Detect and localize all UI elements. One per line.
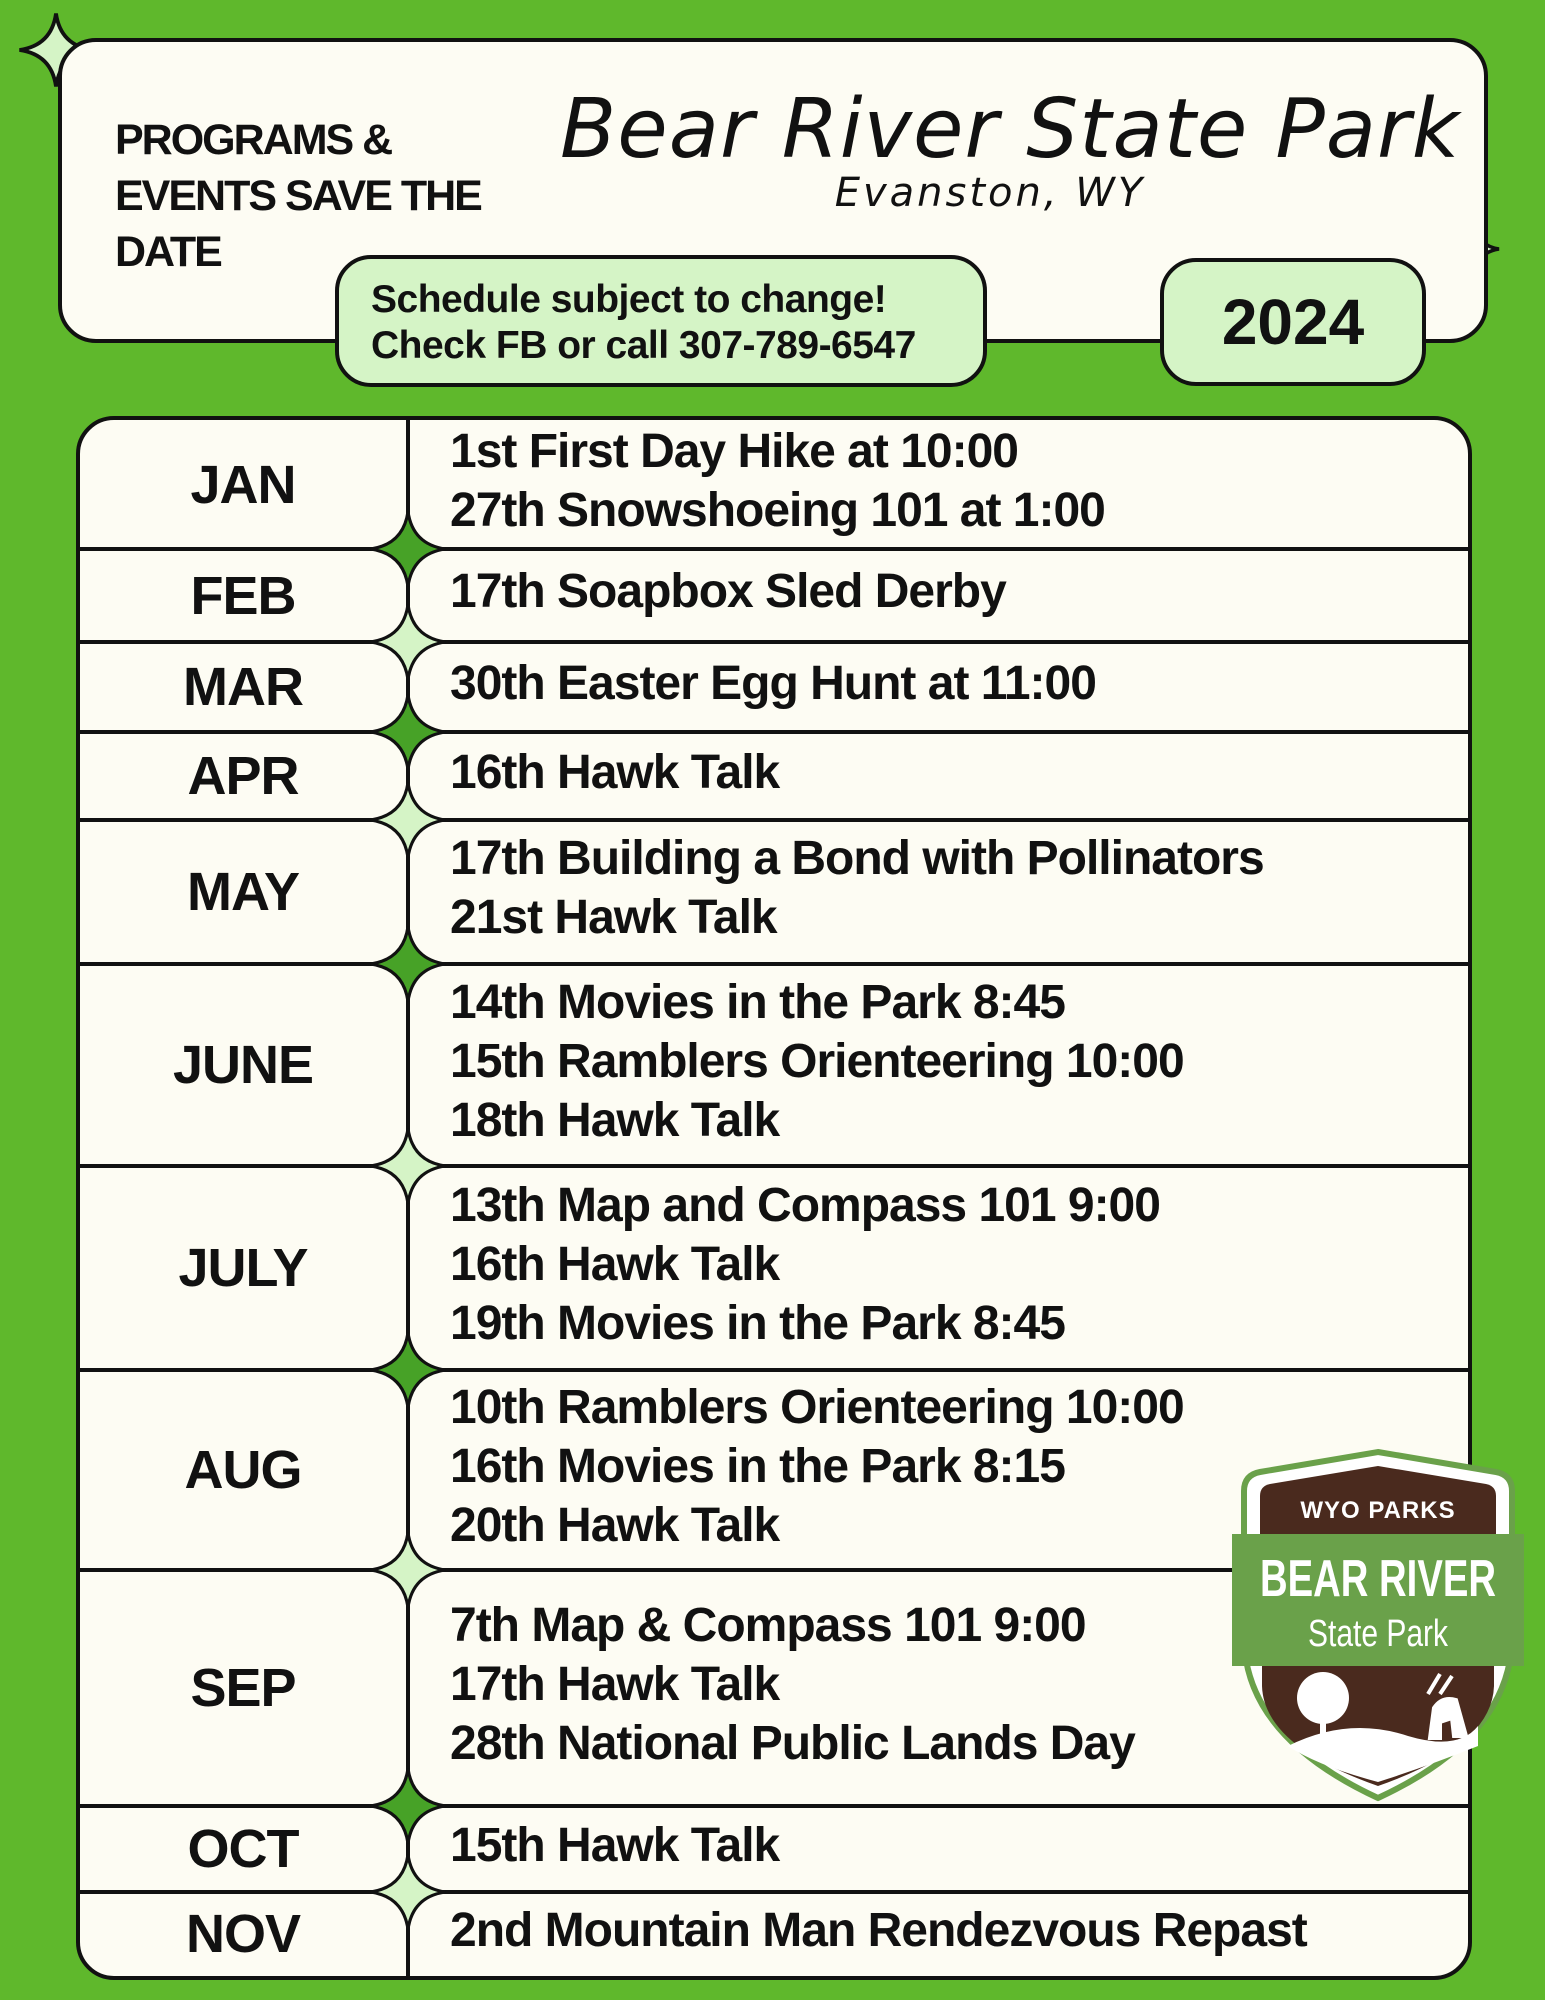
event-item: 15th Hawk Talk [450, 1818, 780, 1872]
month-events [450, 1176, 1430, 1353]
month-events [450, 1901, 1430, 1960]
logo-top-text: WYO PARKS [1300, 1497, 1456, 1524]
month-label: SEP [190, 1658, 296, 1718]
event-item: 17th Hawk Talk [450, 1657, 780, 1711]
event-item: 16th Hawk Talk [450, 745, 780, 799]
event-item: 10th Ramblers Orienteering 10:00 [450, 1380, 1184, 1434]
year-badge: 2024 [1160, 258, 1426, 386]
month-label: JAN [190, 454, 296, 515]
month-events [450, 829, 1430, 947]
notice-line: Check FB or call 307-789-6547 [371, 324, 916, 367]
programs-title-line: DATE [115, 228, 221, 276]
park-name: Bear River State Park [560, 82, 1461, 177]
month-events [450, 422, 1430, 540]
event-item: 17th Soapbox Sled Derby [450, 565, 1006, 618]
month-events [450, 1816, 1430, 1875]
event-item: 15th Ramblers Orienteering 10:00 [450, 1034, 1184, 1088]
month-label: JUNE [172, 1035, 314, 1095]
month-label: JULY [178, 1238, 308, 1298]
event-item: 2nd Mountain Man Rendezvous Repast [450, 1903, 1307, 1957]
programs-title-line: EVENTS SAVE THE [115, 172, 481, 220]
event-item: 16th Hawk Talk [450, 1237, 780, 1291]
event-item: 13th Map and Compass 101 9:00 [450, 1178, 1160, 1232]
event-item: 28th National Public Lands Day [450, 1716, 1135, 1770]
month-label: MAR [183, 657, 303, 717]
event-item: 17th Building a Bond with Pollinators [450, 832, 1264, 885]
event-item: 19th Movies in the Park 8:45 [450, 1296, 1065, 1350]
month-events [450, 973, 1430, 1150]
programs-title-line: PROGRAMS & [115, 116, 392, 164]
event-item: 1st First Day Hike at 10:00 [450, 424, 1018, 478]
month-label: AUG [184, 1440, 302, 1500]
month-label: MAY [186, 862, 300, 922]
month-label: OCT [187, 1819, 299, 1879]
event-item: 14th Movies in the Park 8:45 [450, 975, 1065, 1029]
event-item: 30th Easter Egg Hunt at 11:00 [450, 656, 1096, 710]
logo-subtitle: State Park [1308, 1613, 1449, 1655]
month-label: FEB [190, 565, 296, 626]
park-location: Evanston, WY [834, 170, 1146, 216]
park-logo-badge [1228, 1446, 1528, 1806]
month-events [450, 654, 1430, 713]
event-item: 18th Hawk Talk [450, 1093, 780, 1147]
event-item: 7th Map & Compass 101 9:00 [450, 1598, 1086, 1652]
event-item: 21st Hawk Talk [450, 891, 777, 944]
schedule-notice [335, 255, 987, 387]
month-events [450, 562, 1430, 621]
month-label: APR [187, 746, 299, 806]
month-label: NOV [185, 1904, 301, 1964]
event-item: 20th Hawk Talk [450, 1498, 780, 1552]
event-item: 16th Movies in the Park 8:15 [450, 1439, 1065, 1493]
event-item: 27th Snowshoeing 101 at 1:00 [450, 483, 1105, 537]
notice-line: Schedule subject to change! [371, 278, 887, 321]
logo-name: BEAR RIVER [1260, 1550, 1496, 1608]
month-events [450, 743, 1430, 802]
